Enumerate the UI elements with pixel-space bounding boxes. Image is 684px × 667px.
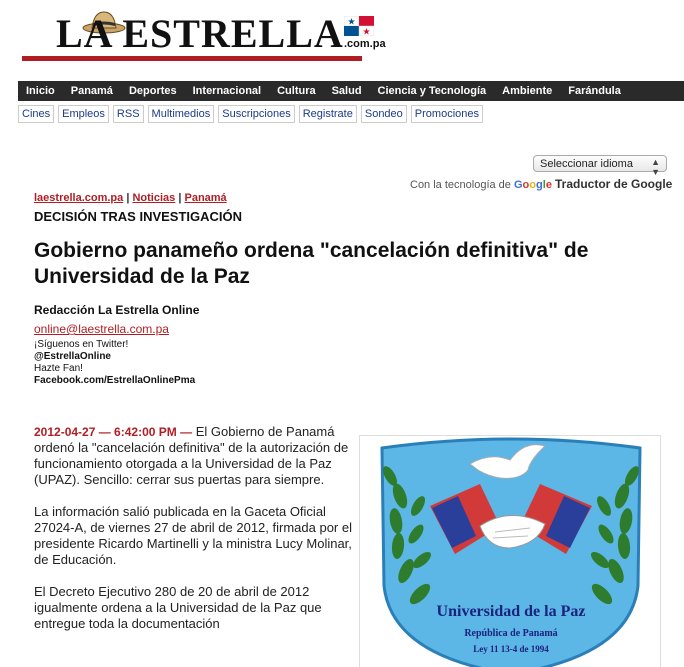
language-select-label: Seleccionar idioma bbox=[540, 157, 633, 170]
logo-wordmark: LA ESTRELLA bbox=[56, 11, 344, 56]
subnav-registrate[interactable]: Registrate bbox=[299, 105, 357, 123]
updown-arrow-icon: ▲ ▼ bbox=[651, 157, 660, 177]
subnav-empleos[interactable]: Empleos bbox=[58, 105, 109, 123]
google-logo[interactable]: Google bbox=[513, 179, 552, 191]
logo-domain: .com.pa bbox=[344, 38, 386, 50]
breadcrumb: laestrella.com.pa | Noticias | Panamá bbox=[34, 192, 227, 204]
subnav-cines[interactable]: Cines bbox=[18, 105, 54, 123]
paragraph-2: La información salió publicada en la Gaceta Oficial 27024-A, de viernes 27 de abril de 2012, firmada por el presidente Ricardo Martinelli y la ministra Lucy Molinar, de Educación. bbox=[34, 504, 352, 567]
article-kicker: DECISIÓN TRAS INVESTIGACIÓN bbox=[34, 209, 243, 224]
logo-underline bbox=[22, 56, 362, 61]
author-email-link[interactable]: online@laestrella.com.pa bbox=[34, 322, 169, 336]
sub-nav bbox=[18, 102, 483, 126]
subnav-rss[interactable]: RSS bbox=[113, 105, 144, 123]
article-body bbox=[34, 424, 352, 648]
nav-item-cultura[interactable]: Cultura bbox=[277, 85, 316, 97]
nav-item-panama[interactable]: Panamá bbox=[70, 85, 113, 97]
emblem-title: Universidad de la Paz bbox=[436, 603, 586, 620]
fan-prompt: Hazte Fan! bbox=[34, 363, 83, 374]
emblem-law: Ley 11 13-4 de 1994 bbox=[473, 644, 549, 654]
subnav-promociones[interactable]: Promociones bbox=[411, 105, 483, 123]
article-headline: Gobierno panameño ordena "cancelación definitiva" de Universidad de la Paz bbox=[34, 239, 589, 288]
emblem-graphic bbox=[360, 436, 661, 667]
nav-item-farandula[interactable]: Farándula bbox=[568, 85, 621, 97]
site-logo[interactable] bbox=[22, 10, 386, 62]
panama-flag-icon bbox=[344, 16, 374, 36]
article-dateline: 2012-04-27 — 6:42:00 PM — bbox=[34, 425, 193, 439]
university-emblem-image bbox=[359, 435, 661, 667]
nav-item-inicio[interactable]: Inicio bbox=[26, 85, 55, 97]
nav-item-deportes[interactable]: Deportes bbox=[128, 85, 177, 97]
social-links bbox=[34, 339, 195, 387]
nav-item-ciencia[interactable]: Ciencia y Tecnología bbox=[377, 85, 487, 97]
facebook-link[interactable]: Facebook.com/EstrellaOnlinePma bbox=[34, 375, 196, 386]
breadcrumb-home[interactable]: laestrella.com.pa bbox=[34, 192, 124, 204]
nav-item-internacional[interactable]: Internacional bbox=[192, 85, 262, 97]
twitter-prompt: ¡Síguenos en Twitter! bbox=[34, 339, 129, 350]
language-select[interactable] bbox=[533, 155, 667, 177]
subnav-sondeo[interactable]: Sondeo bbox=[361, 105, 407, 123]
powered-prefix: Con la tecnología de bbox=[410, 179, 511, 191]
emblem-subtitle: República de Panamá bbox=[464, 628, 558, 639]
paragraph-1: 2012-04-27 — 6:42:00 PM — El Gobierno de Panamá ordenó la "cancelación definitiva" de la autorización de funcionamiento otorgada a la Universidad de la Paz (UPAZ). Sencillo: cerrar sus puertas para siempre. bbox=[34, 424, 349, 487]
main-nav bbox=[18, 81, 684, 101]
breadcrumb-noticias[interactable]: Noticias bbox=[132, 192, 176, 204]
twitter-handle[interactable]: @EstrellaOnline bbox=[34, 351, 111, 362]
paragraph-3: El Decreto Ejecutivo 280 de 20 de abril de 2012 igualmente ordena a la Universidad de la Paz que entregue toda la documentación bbox=[34, 584, 322, 631]
breadcrumb-panama[interactable]: Panamá bbox=[184, 192, 227, 204]
subnav-suscripciones[interactable]: Suscripciones bbox=[218, 105, 294, 123]
nav-item-salud[interactable]: Salud bbox=[331, 85, 362, 97]
article-author: Redacción La Estrella Online bbox=[34, 303, 200, 317]
google-translate-credit bbox=[410, 177, 672, 191]
translator-link[interactable]: Traductor de Google bbox=[555, 177, 673, 191]
subnav-multimedios[interactable]: Multimedios bbox=[148, 105, 215, 123]
nav-item-ambiente[interactable]: Ambiente bbox=[502, 85, 553, 97]
